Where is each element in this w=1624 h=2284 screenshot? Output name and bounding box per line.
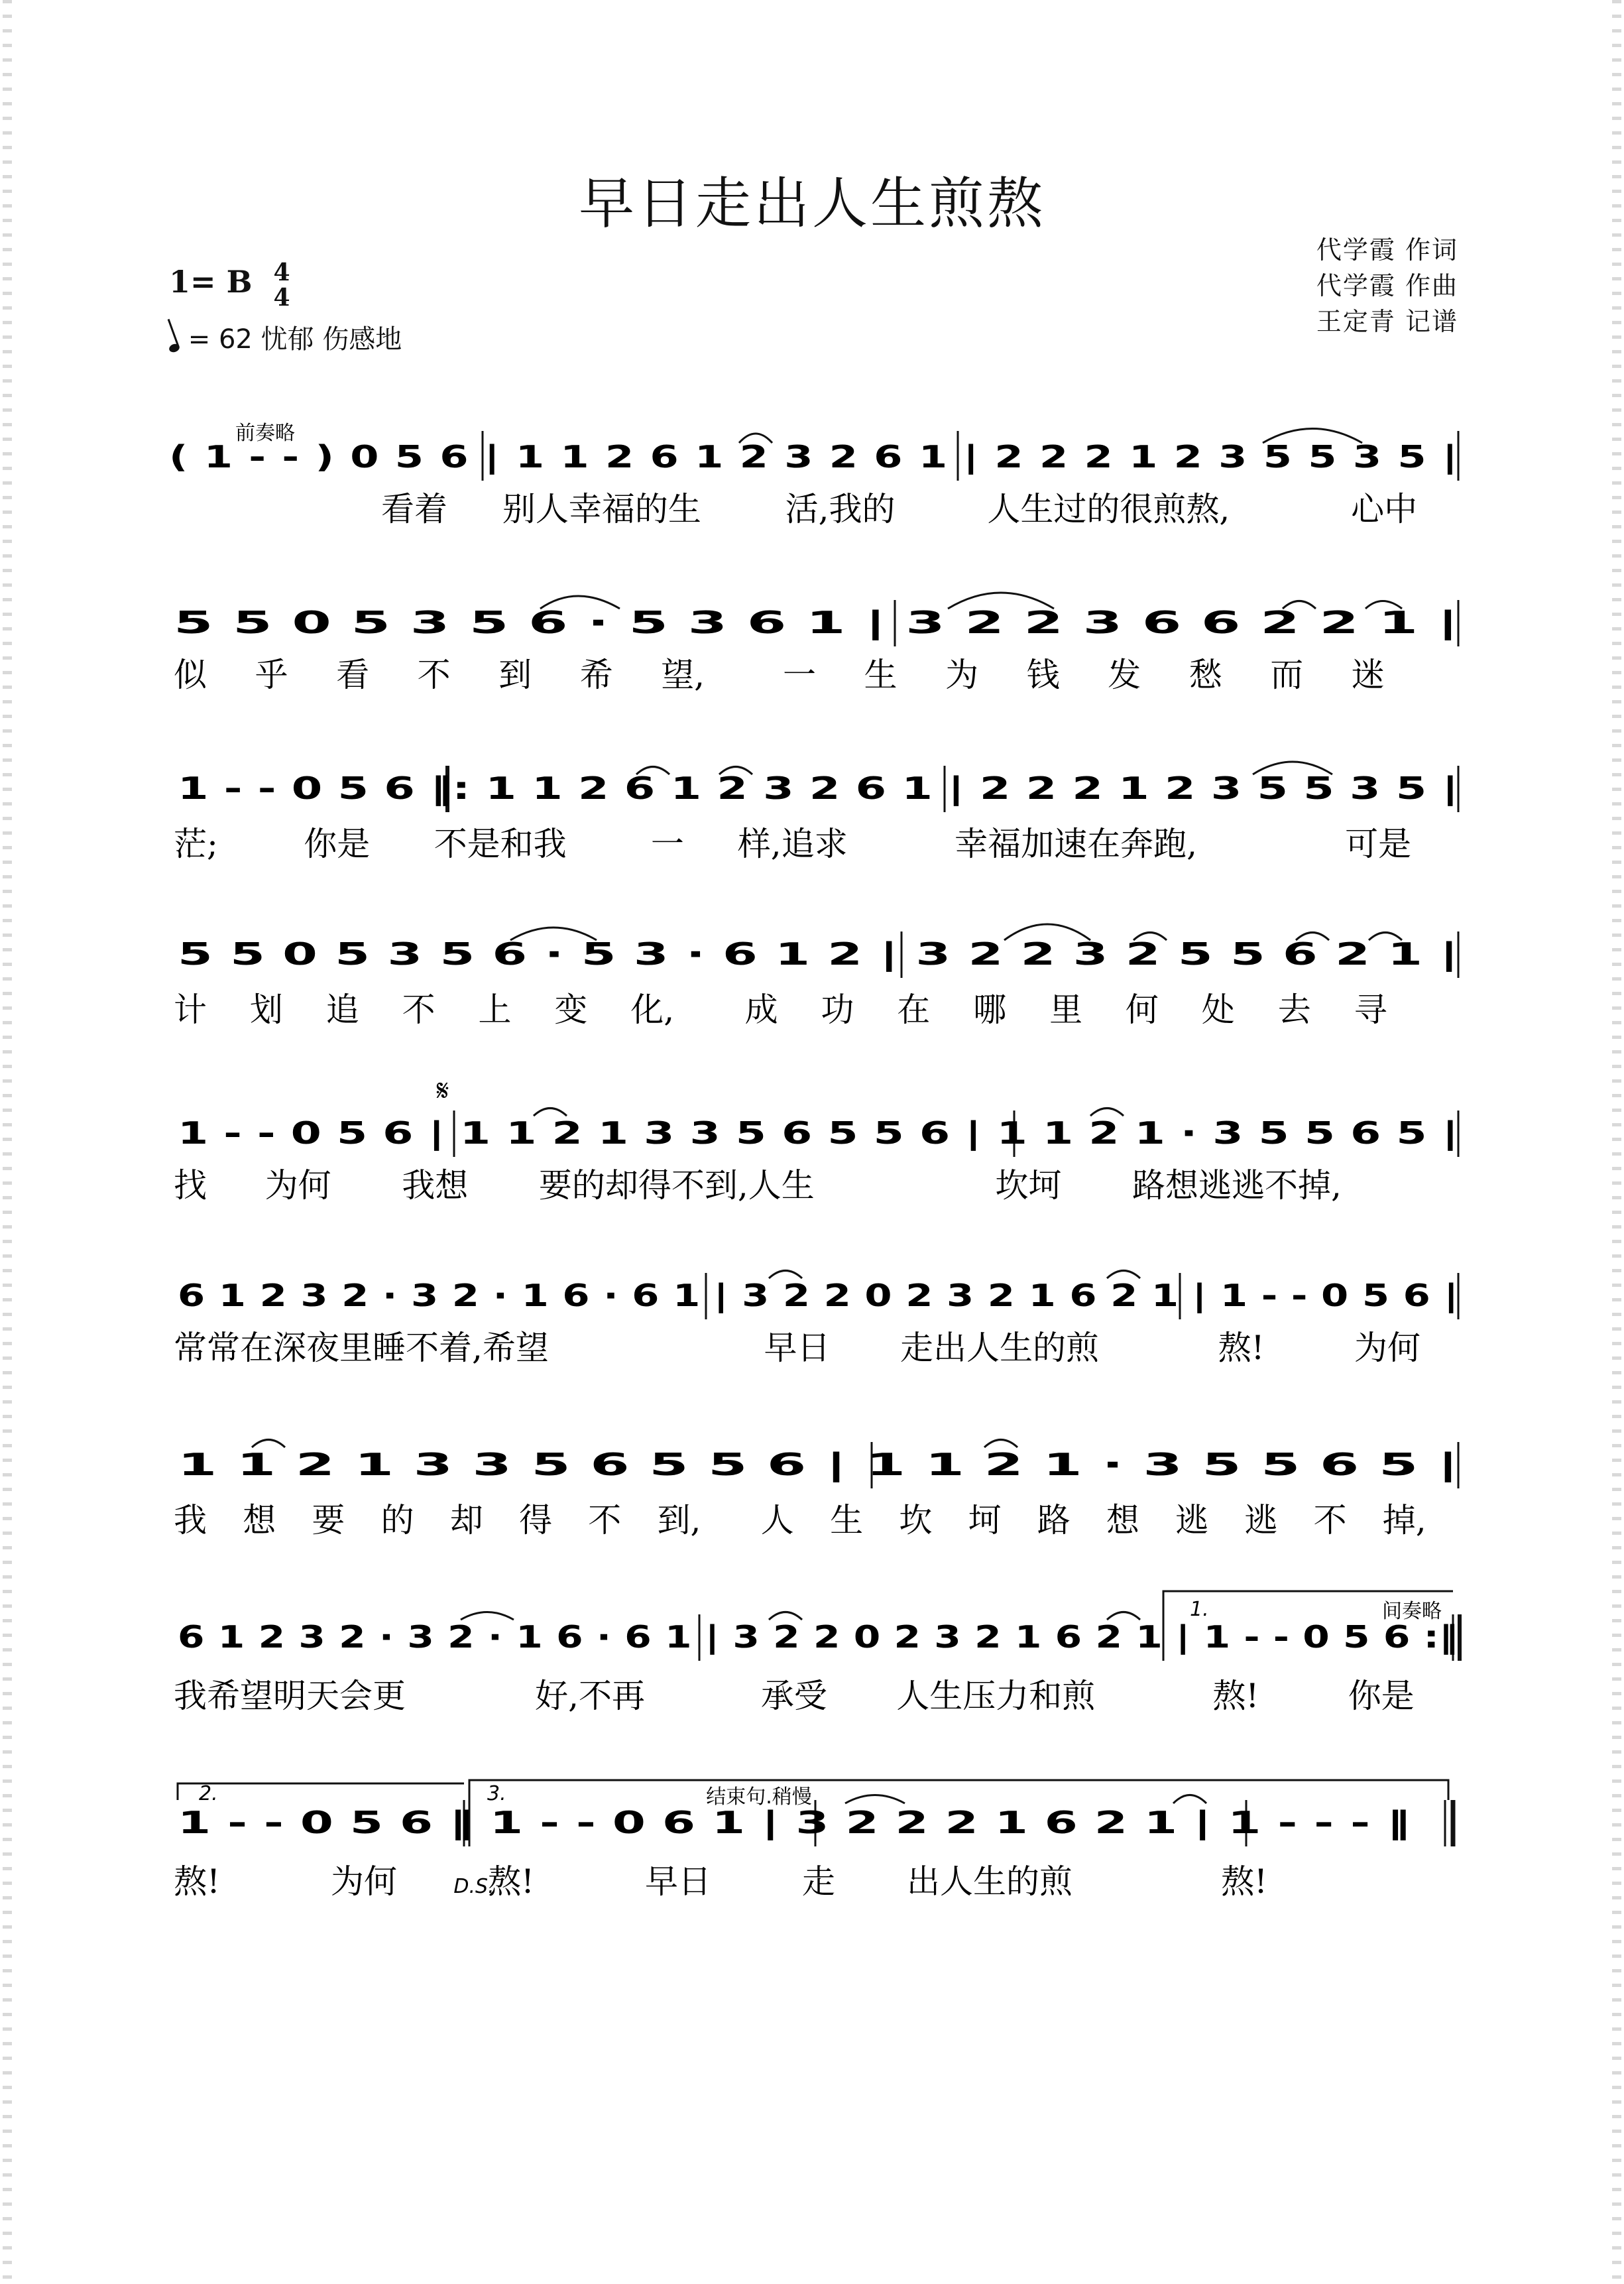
lyric-segment: 熬! xyxy=(1218,1329,1265,1367)
interlude-label: 间奏略 xyxy=(1382,1600,1442,1623)
notation-line-2: 5 5 0 5 3 5 6 · 5 3 6 1 | 3 2 2 3 6 6 2 2 1 | xyxy=(174,605,866,640)
volta-bracket-3 xyxy=(469,1780,1448,1800)
lyric-segment: 想 xyxy=(243,1501,276,1539)
time-signature-top: 4 xyxy=(273,259,290,286)
lyric-segment: 为 xyxy=(945,656,979,694)
lyric-segment: 坷 xyxy=(968,1501,1002,1539)
lyric-segment: 坎 xyxy=(899,1501,933,1539)
lyric-segment: 茫; xyxy=(174,825,218,863)
lyric-segment: 似 xyxy=(174,656,207,694)
lyric-segment: 哪 xyxy=(973,991,1007,1029)
lyric-segment: 可是 xyxy=(1345,825,1412,863)
lyric-segment: 生 xyxy=(830,1501,864,1539)
lyric-segment: 你是 xyxy=(1348,1677,1415,1715)
lyric-segment: 不是和我 xyxy=(434,825,567,863)
lyric-segment: 人 xyxy=(760,1501,794,1539)
lyric-segment: 何 xyxy=(1125,991,1159,1029)
lyric-segment: 要 xyxy=(312,1501,345,1539)
lyric-segment: 划 xyxy=(249,991,283,1029)
lyric-segment: 出人生的煎 xyxy=(907,1862,1073,1901)
notation-line-4: 5 5 0 5 3 5 6 · 5 3 · 6 1 2 | 3 2 2 3 2 5 5 6 2 1 | xyxy=(178,936,956,972)
lyric-segment: 我希望明天会更 xyxy=(174,1677,406,1715)
lyric-segment: 到 xyxy=(498,656,532,694)
lyric-segment: 活,我的 xyxy=(785,490,896,528)
lyric-segment: 不 xyxy=(588,1501,622,1539)
volta-3-label: 3. xyxy=(487,1782,506,1805)
lyric-segment: 承受 xyxy=(760,1677,827,1715)
volta-bracket-2 xyxy=(178,1783,464,1800)
lyric-segment: 逃 xyxy=(1244,1501,1278,1539)
ending-label: 结束句.稍慢 xyxy=(706,1785,812,1809)
lyric-segment: 愁 xyxy=(1189,656,1222,694)
lyric-segment: 早日 xyxy=(764,1329,831,1367)
time-signature-bottom: 4 xyxy=(273,284,290,312)
segno-sign: 𝄋 xyxy=(436,1074,449,1108)
prelude-label: 前奏略 xyxy=(235,422,295,445)
notation-line-3: 1 - - 0 5 6 ‖: 1 1 2 6 1 2 3 2 6 1 | 2 2 2 1 2 3 5 5 3 5 | xyxy=(178,770,1059,806)
lyric-segment: 逃 xyxy=(1175,1501,1209,1539)
lyric-segment: 为何 xyxy=(331,1862,397,1901)
lyric-segment: 我 xyxy=(174,1501,207,1539)
lyric-segment: 化, xyxy=(630,991,675,1029)
notation-line-8: 6 1 2 3 2 · 3 2 · 1 6 · 6 1 | 3 2 2 0 2 3 2 1 6 2 1 | 1 - - 0 5 6 :‖ xyxy=(178,1619,1190,1655)
lyric-segment: 去 xyxy=(1277,991,1311,1029)
lyric-segment: 乎 xyxy=(255,656,288,694)
lyrics-group xyxy=(174,490,1426,1901)
lyric-segment: 在 xyxy=(897,991,931,1029)
lyric-segment: 得 xyxy=(519,1501,553,1539)
lyric-segment: 熬! xyxy=(488,1862,535,1901)
volta-2-label: 2. xyxy=(199,1782,218,1805)
credit-lyricist: 代学霞 作词 xyxy=(1316,235,1458,265)
lyric-segment: 熬! xyxy=(174,1862,221,1901)
volta-1-label: 1. xyxy=(1190,1598,1209,1621)
slur xyxy=(845,1795,905,1804)
lyric-segment: 熬! xyxy=(1221,1862,1268,1901)
credit-transcriber: 王定青 记谱 xyxy=(1316,307,1458,336)
lyric-segment: 掉, xyxy=(1382,1501,1426,1539)
lyric-segment: 不 xyxy=(417,656,451,694)
lyric-segment: 路 xyxy=(1037,1501,1071,1539)
lyric-segment: 要的却得不到,人生 xyxy=(538,1166,815,1205)
lyric-segment: 的 xyxy=(380,1501,414,1539)
lyric-segment: 变 xyxy=(554,991,588,1029)
lyric-segment: 生 xyxy=(864,656,898,694)
lyric-segment: 发 xyxy=(1108,656,1141,694)
lyric-segment: 看着 xyxy=(381,490,447,528)
lyric-segment: 心中 xyxy=(1351,490,1418,528)
lyric-segment: 路想逃逃不掉, xyxy=(1132,1166,1342,1205)
lyric-segment: 好,不再 xyxy=(535,1677,646,1715)
lyric-segment: 别人幸福的生 xyxy=(502,490,701,528)
lyric-segment: 幸福加速在奔跑, xyxy=(955,825,1198,863)
lyric-segment: 上 xyxy=(478,991,512,1029)
credit-composer: 代学霞 作曲 xyxy=(1316,271,1458,300)
lyric-segment: 人生压力和煎 xyxy=(896,1677,1096,1715)
lyric-segment: 却 xyxy=(449,1501,483,1539)
lyric-segment: 成 xyxy=(744,991,778,1029)
lyric-segment: 找 xyxy=(174,1166,207,1205)
notation-line-6: 6 1 2 3 2 · 3 2 · 1 6 · 6 1 | 3 2 2 0 2 3 2 1 6 2 1 | 1 - - 0 5 6 | xyxy=(178,1278,1173,1313)
lyric-segment: 而 xyxy=(1270,656,1304,694)
tempo-text: = 62 忧郁 伤感地 xyxy=(188,324,402,355)
lyric-segment: 迷 xyxy=(1351,656,1385,694)
lyric-segment: 人生过的很煎熬, xyxy=(987,490,1230,528)
lyric-segment: 处 xyxy=(1201,991,1235,1029)
lyric-segment: 走出人生的煎 xyxy=(900,1329,1099,1367)
key-signature: 1= B xyxy=(169,264,253,300)
lyric-segment: 一 xyxy=(783,656,816,694)
lyric-segment: 我想 xyxy=(402,1166,469,1205)
lyric-segment: 寻 xyxy=(1354,991,1387,1029)
lyric-segment: 常常在深夜里睡不着,希望 xyxy=(174,1329,549,1367)
lyric-segment: 钱 xyxy=(1026,656,1060,694)
lyric-segment: 早日 xyxy=(645,1862,711,1901)
lyric-segment: 想 xyxy=(1106,1501,1139,1539)
lyric-segment: 走 xyxy=(802,1862,835,1901)
notation-line-5: 1 - - 0 5 6 | 1 1 2 1 3 3 5 6 5 5 6 | 1 1 2 1 · 3 5 5 6 5 | xyxy=(178,1115,1065,1151)
lyric-segment: 到, xyxy=(657,1501,701,1539)
lyric-segment: 样,追求 xyxy=(737,825,848,863)
lyric-segment: 追 xyxy=(325,991,359,1029)
notation-line-9: 1 - - 0 5 6 ‖ 1 - - 0 6 1 | 3 2 2 2 1 6 2 1 | 1 - - - ‖ xyxy=(178,1805,966,1840)
lyric-segment: 里 xyxy=(1049,991,1083,1029)
lyric-segment: 坎坷 xyxy=(995,1166,1062,1205)
page-title: 早日走出人生煎熬 xyxy=(578,171,1045,236)
lyric-segment: 望, xyxy=(661,656,705,694)
slur xyxy=(1173,1795,1206,1804)
notation-line-7: 1 1 2 1 3 3 5 6 5 5 6 | 1 1 2 1 · 3 5 5 6 5 | xyxy=(178,1447,870,1482)
lyric-segment: 不 xyxy=(1313,1501,1347,1539)
lyric-segment: 不 xyxy=(402,991,435,1029)
lyric-segment: 熬! xyxy=(1212,1677,1259,1715)
lyric-segment: 你是 xyxy=(304,825,371,863)
lyric-segment: 希 xyxy=(579,656,613,694)
ds-marking: D.S. xyxy=(453,1875,494,1898)
lyric-segment: 功 xyxy=(821,991,854,1029)
lyric-segment: 为何 xyxy=(1354,1329,1421,1367)
lyric-segment: 为何 xyxy=(264,1166,331,1205)
lyric-segment: 计 xyxy=(174,991,207,1029)
lyric-segment: 一 xyxy=(650,825,684,863)
notation-line-1: ( 1 - - ) 0 5 6 | 1 1 2 6 1 2 3 2 6 1 | 2 2 2 1 2 3 5 5 3 5 | xyxy=(169,439,1124,475)
lyric-segment: 看 xyxy=(336,656,370,694)
